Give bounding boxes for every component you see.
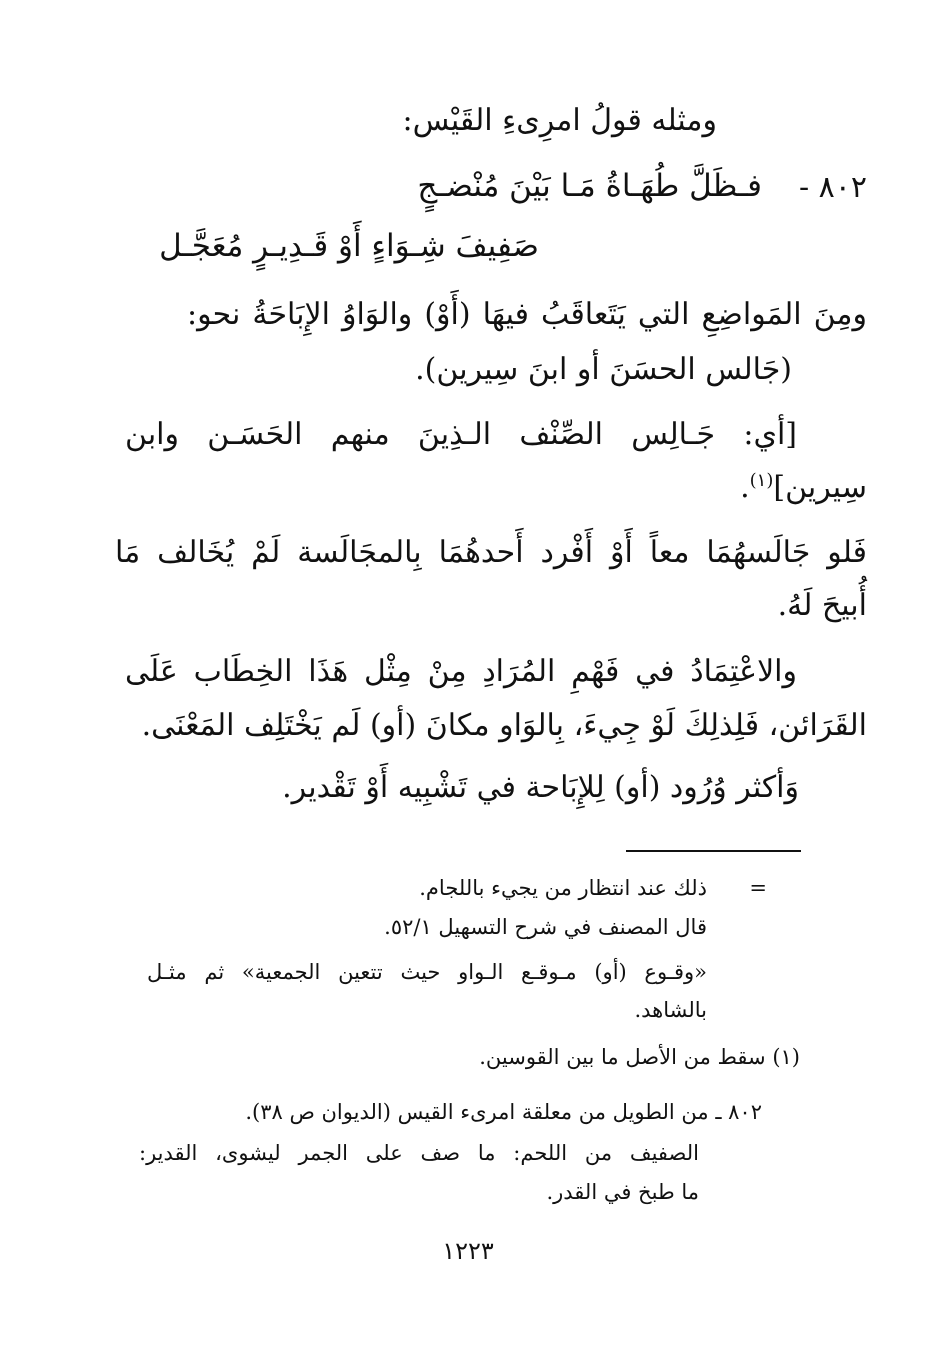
paragraph-1-line-1: ومِنَ المَواضِعِ التي يَتَعاقَبُ فيهَا (أَوْ) والوَاوُ الإِبَاحَةُ نحو: [187, 297, 867, 332]
footnote-ref-1: (١) [749, 470, 774, 491]
paragraph-3-line-2: أُبيحَ لَهُ. [777, 588, 867, 623]
footnote-continuation-line-1: ذلك عند انتظار من يجيء باللجام. [419, 876, 707, 900]
intro-line: ومثله قولُ امرِىءِ القَيْس: [402, 103, 717, 138]
paragraph-2-text: سِيرين] [773, 470, 867, 505]
paragraph-4-line-2: القَرَائن، فَلِذلِكَ لَوْ جِيءَ، بِالوَاو مكانَ (أو) لَم يَخْتَلِف المَعْنَى. [141, 708, 867, 743]
paragraph-2-line-2 [740, 470, 867, 506]
footnote-continuation-marker: = [749, 876, 767, 900]
verse-number: ٨٠٢ - [798, 170, 867, 205]
footnote-continuation-line-3: «وقـوع (أو) مـوقـع الـواو حيث تتعين الجمعية» ثم مثـل [147, 960, 707, 984]
footnote-continuation-line-2: قال المصنف في شرح التسهيل ٥٢/١. [384, 915, 707, 939]
verse-hemistich-2: صَفِيفَ شِـوَاءٍ أَوْ قَـدِيـرٍ مُعَجَّـل [159, 228, 539, 264]
paragraph-2-period: . [740, 470, 750, 505]
paragraph-4-line-1: والاعْتِمَادُ في فَهْمِ المُرَادِ مِنْ مِثْل هَذَا الخِطَاب عَلَى [125, 654, 797, 689]
paragraph-1-line-2: (جَالس الحسَنَ أو ابنَ سِيرين). [415, 352, 792, 387]
paragraph-5-line-1: وَأكثر وُرُود (أو) لِلإِبَاحة في تَشْبِيه أَوْ تَقْدير. [282, 770, 799, 805]
footnote-separator [626, 850, 801, 852]
footnote-802-line-2: الصفيف من اللحم: ما صف على الجمر ليشوى، القدير: [139, 1141, 699, 1165]
footnote-802-line-3: ما طبخ في القدر. [546, 1180, 699, 1204]
paragraph-2-line-1: [أي: جَـالِس الصِّنْف الـذِينَ منهم الحَسَـن وابن [125, 417, 797, 452]
paragraph-3-line-1: فَلو جَالَسهُمَا معاً أَوْ أَفْرد أَحدهُمَا بِالمجَالَسة لَمْ يُخَالف مَا [115, 535, 867, 570]
footnote-802-line-1: ٨٠٢ ـ من الطويل من معلقة امرىء القيس (الديوان ص ٣٨). [245, 1100, 762, 1124]
page-number: ١٢٢٣ [442, 1237, 494, 1265]
footnote-1: (١) سقط من الأصل ما بين القوسين. [479, 1045, 800, 1069]
footnote-continuation-line-4: بالشاهد. [634, 998, 707, 1022]
verse-hemistich-1: فـظَلَّ طُهَـاةُ مَـا بَيْنَ مُنْضـجٍ [417, 168, 762, 204]
